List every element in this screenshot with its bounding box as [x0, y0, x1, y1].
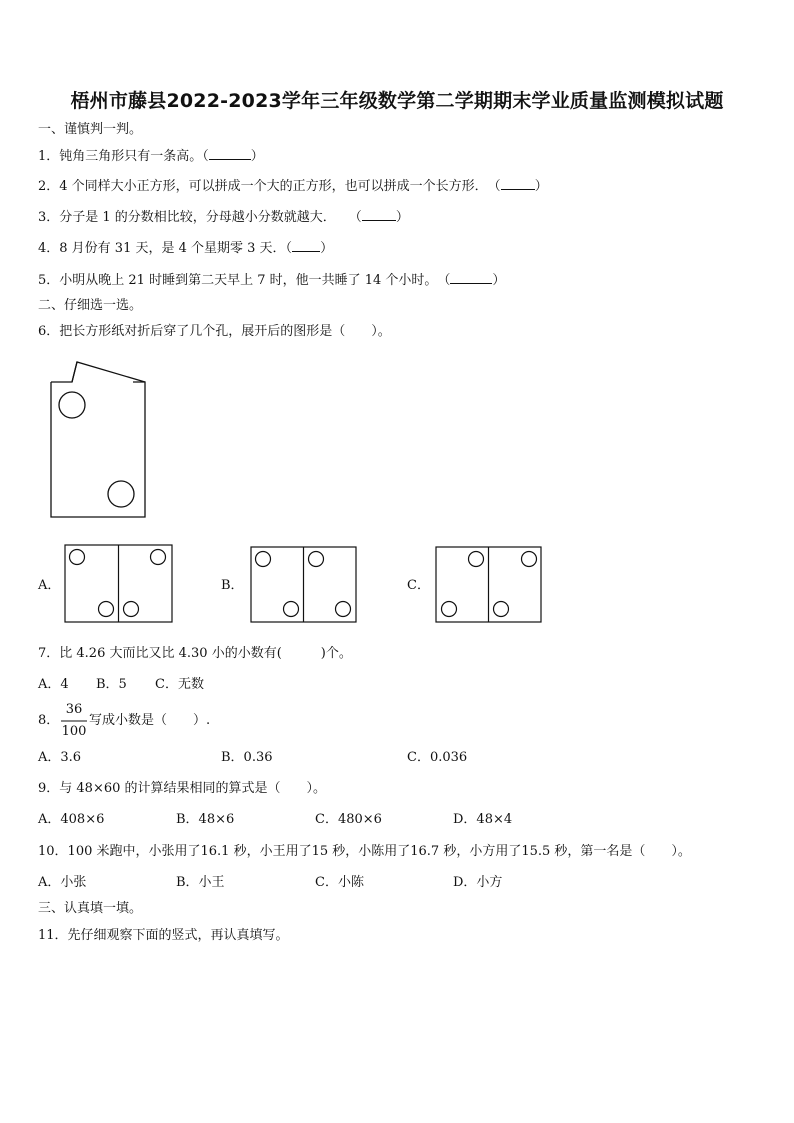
- option-b-figure[interactable]: [251, 547, 356, 622]
- option-c-hole: [494, 602, 509, 617]
- option-c-label[interactable]: C．: [407, 578, 430, 593]
- section-heading-judge: 一、谨慎判一判。: [38, 122, 143, 137]
- q7-option-c[interactable]: C．无数: [155, 677, 204, 692]
- section-heading-fill: 三、认真填一填。: [38, 901, 143, 916]
- option-b-hole: [309, 552, 324, 567]
- paren-close: ）: [250, 149, 264, 164]
- question-8-text: 写成小数是（ ）.: [89, 713, 211, 728]
- q8-option-b[interactable]: B．0.36: [221, 750, 273, 765]
- option-c-hole: [442, 602, 457, 617]
- question-2-text: 2．4 个同样大小正方形，可以拼成一个大的正方形，也可以拼成一个长方形． （: [38, 179, 501, 194]
- q9-option-b[interactable]: B．48×6: [176, 812, 235, 827]
- question-9: 9．与 48×60 的计算结果相同的算式是（ ）。: [38, 781, 327, 796]
- paren-close: ）: [320, 241, 334, 256]
- option-a-hole: [99, 602, 114, 617]
- fraction-denominator: 100: [61, 724, 87, 739]
- fraction-numerator: 36: [65, 702, 83, 717]
- folded-paper-body: [51, 382, 145, 517]
- paren-close: ）: [395, 210, 409, 225]
- option-c-hole: [469, 552, 484, 567]
- page-title: 梧州市藤县2022-2023学年三年级数学第二学期期末学业质量监测模拟试题: [70, 90, 724, 112]
- q10-option-b[interactable]: B．小王: [176, 875, 225, 890]
- q7-option-a[interactable]: A．4: [38, 677, 69, 692]
- question-4-text: 4．8 月份有 31 天，是 4 个星期零 3 天．（: [38, 241, 293, 256]
- option-b-label[interactable]: B．: [221, 578, 244, 593]
- folded-paper-flap: [51, 362, 145, 382]
- section-heading-choice: 二、仔细选一选。: [38, 298, 143, 313]
- option-b-hole: [284, 602, 299, 617]
- hole-top-left: [59, 392, 85, 418]
- paren-close: ）: [534, 179, 548, 194]
- option-a-hole: [151, 550, 166, 565]
- q9-option-c[interactable]: C．480×6: [315, 812, 382, 827]
- paren-close: ）: [492, 273, 506, 288]
- option-c-figure[interactable]: [436, 547, 541, 622]
- question-5-text: 5．小明从晚上 21 时睡到第二天早上 7 时，他一共睡了 14 个小时。 （: [38, 273, 451, 288]
- option-a-figure[interactable]: [65, 545, 172, 622]
- q10-option-c[interactable]: C．小陈: [315, 875, 364, 890]
- question-11: 11．先仔细观察下面的竖式，再认真填写。: [38, 928, 289, 943]
- option-a-hole: [70, 550, 85, 565]
- option-a-hole: [124, 602, 139, 617]
- question-6: 6．把长方形纸对折后穿了几个孔，展开后的图形是（ ）。: [38, 324, 391, 339]
- question-7: 7．比 4.26 大而比又比 4.30 小的小数有( )个。: [38, 646, 352, 661]
- q8-option-c[interactable]: C．0.036: [407, 750, 468, 765]
- question-8-prefix: 8．: [38, 713, 60, 728]
- q10-option-a[interactable]: A．小张: [38, 875, 87, 890]
- option-c-hole: [522, 552, 537, 567]
- folded-paper-fold: [72, 362, 77, 382]
- hole-bottom-right: [108, 481, 134, 507]
- option-b-hole: [336, 602, 351, 617]
- option-a-label[interactable]: A．: [38, 578, 61, 593]
- q9-option-a[interactable]: A．408×6: [38, 812, 105, 827]
- option-b-hole: [256, 552, 271, 567]
- q10-option-d[interactable]: D．小方: [453, 875, 503, 890]
- question-3-text: 3．分子是 1 的分数相比较，分母越小分数就越大． （: [38, 210, 362, 225]
- folded-paper-figure: [51, 362, 145, 517]
- q7-option-b[interactable]: B．5: [96, 677, 127, 692]
- question-10: 10．100 米跑中，小张用了16.1 秒，小王用了15 秒，小陈用了16.7 秒，小方用了15.5 秒，第一名是（ ）。: [38, 844, 691, 859]
- question-1-text: 1．钝角三角形只有一条高。（: [38, 149, 209, 164]
- q8-option-a[interactable]: A．3.6: [38, 750, 82, 765]
- q9-option-d[interactable]: D．48×4: [453, 812, 513, 827]
